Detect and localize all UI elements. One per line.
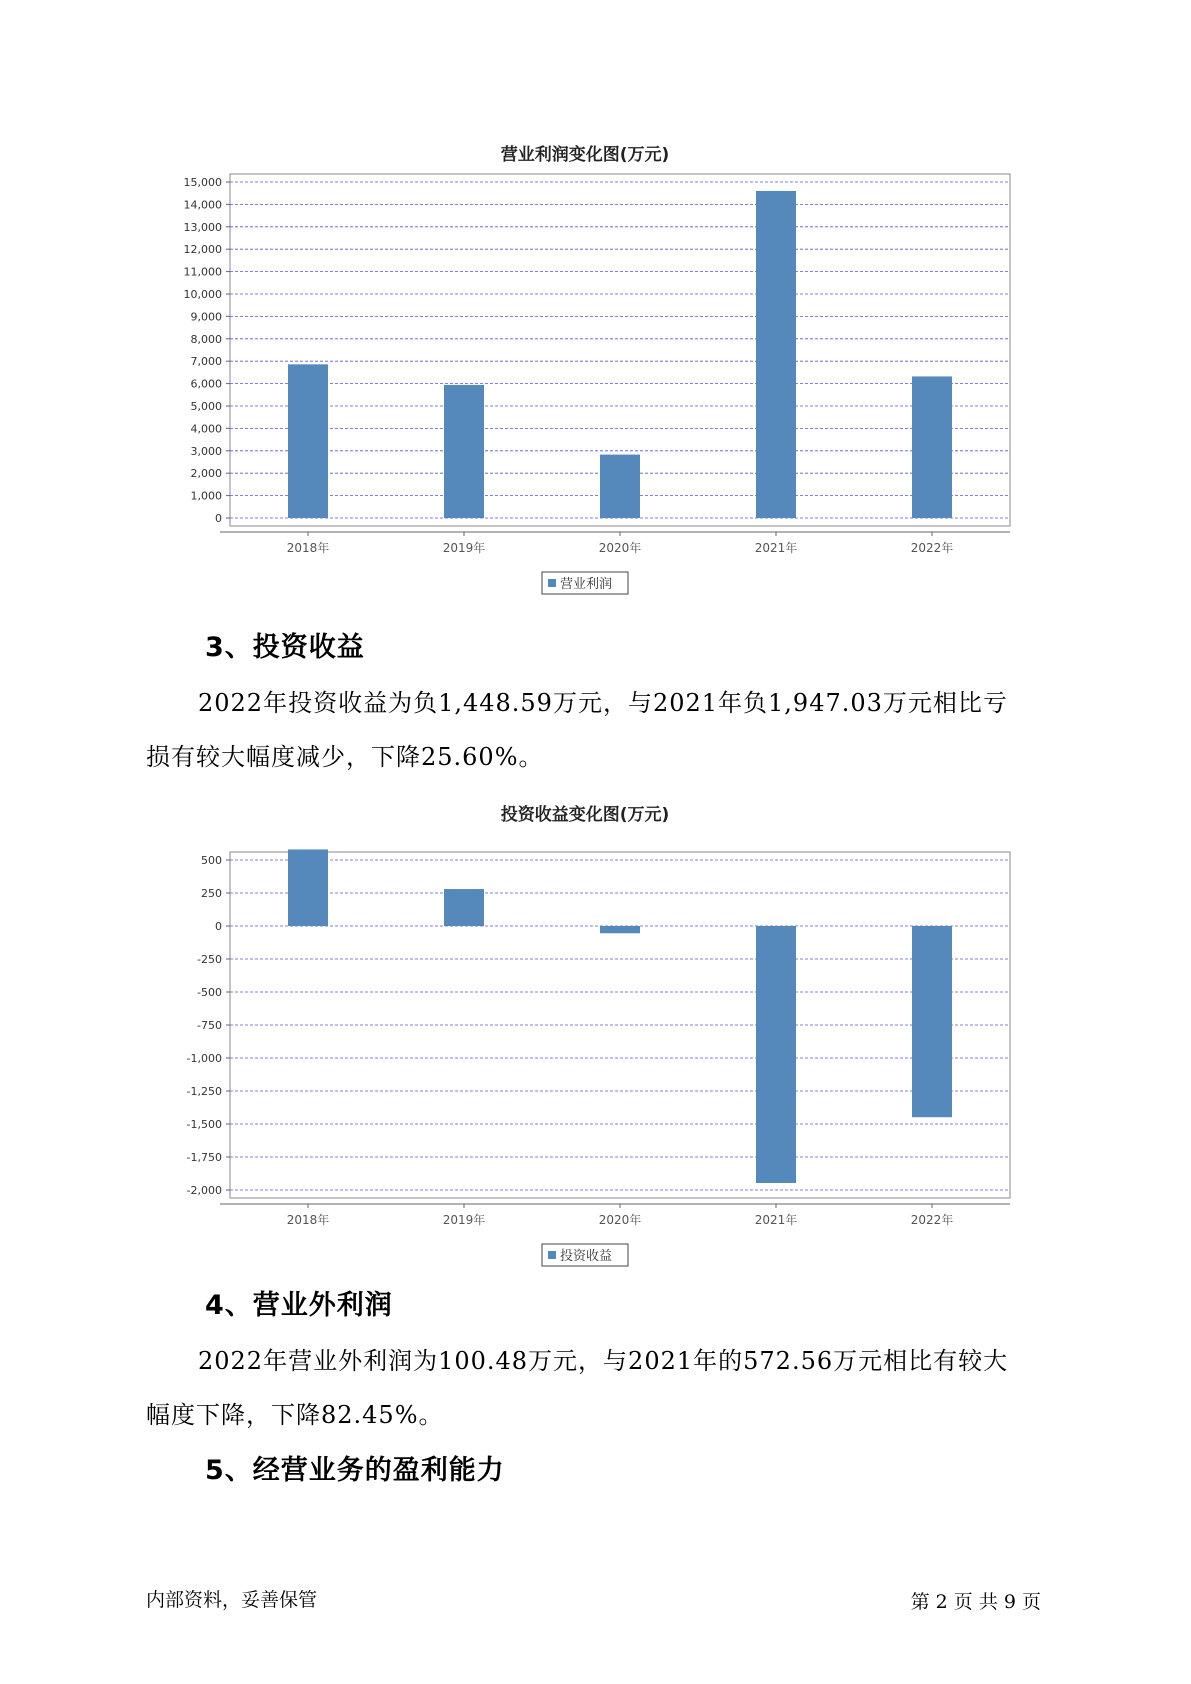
y-tick-label: 3,000	[190, 444, 222, 458]
bar	[600, 455, 640, 518]
x-tick-label: 2018年	[286, 541, 330, 555]
y-tick-label: 9,000	[190, 310, 222, 324]
y-tick-label: 0	[215, 920, 222, 933]
section-4-paragraph	[146, 1334, 1046, 1442]
y-tick-label: 1,000	[190, 489, 222, 503]
y-tick-label: 6,000	[190, 377, 222, 391]
legend-label: 投资收益	[560, 1249, 613, 1264]
x-tick-label: 2022年	[910, 541, 954, 555]
y-tick-label: 0	[215, 512, 222, 525]
y-tick-label: 13,000	[183, 220, 222, 234]
y-tick-label: 500	[201, 854, 222, 867]
y-tick-label: -1,500	[186, 1118, 222, 1131]
y-tick-label: 250	[201, 887, 222, 900]
y-tick-label: 5,000	[190, 400, 222, 413]
y-tick-label: 10,000	[183, 288, 222, 301]
bar	[756, 191, 796, 518]
legend-swatch	[548, 1251, 556, 1259]
bar	[288, 849, 328, 926]
section-3-line-1: 2022年投资收益为负1,448.59万元，与2021年负1,947.03万元相比亏	[198, 689, 1008, 717]
y-tick-label: 7,000	[190, 355, 222, 369]
bar	[912, 926, 952, 1117]
x-tick-label: 2020年	[598, 541, 642, 555]
x-tick-label: 2020年	[598, 1213, 642, 1227]
footer-page-number: 第 2 页 共 9 页	[910, 1591, 1041, 1613]
operating-profit-chart	[150, 140, 1020, 592]
section-3-heading: 3、投资收益	[205, 632, 365, 663]
x-tick-label: 2018年	[286, 1213, 330, 1227]
section-5-heading: 5、经营业务的盈利能力	[205, 1455, 505, 1486]
section-4-line-1: 2022年营业外利润为100.48万元，与2021年的572.56万元相比有较大	[198, 1347, 1009, 1375]
y-tick-label: -750	[197, 1019, 222, 1032]
y-tick-label: 4,000	[190, 422, 222, 436]
chart-title: 投资收益变化图(万元)	[500, 805, 670, 825]
x-tick-label: 2019年	[442, 1213, 486, 1227]
bar	[912, 376, 952, 518]
y-tick-label: -500	[197, 986, 222, 999]
y-tick-label: -1,000	[186, 1052, 222, 1065]
section-3-line-2: 损有较大幅度减少，下降25.60%。	[146, 743, 544, 771]
y-tick-label: 11,000	[183, 265, 222, 279]
y-tick-label: 8,000	[190, 332, 222, 346]
x-tick-label: 2019年	[442, 541, 486, 555]
bar	[444, 385, 484, 518]
chart-svg	[150, 800, 1020, 1264]
section-4-heading: 4、营业外利润	[205, 1290, 393, 1321]
x-tick-label: 2021年	[754, 541, 798, 555]
y-tick-label: -2,000	[186, 1184, 222, 1197]
section-4-line-2: 幅度下降，下降82.45%。	[146, 1401, 444, 1429]
bar	[756, 926, 796, 1183]
y-tick-label: -1,750	[186, 1151, 222, 1164]
y-tick-label: 14,000	[183, 198, 222, 212]
section-3-paragraph	[146, 676, 1046, 784]
bar	[444, 889, 484, 926]
bar	[600, 926, 640, 933]
y-tick-label: 12,000	[183, 243, 222, 257]
x-tick-label: 2022年	[910, 1213, 954, 1227]
investment-income-chart	[150, 800, 1020, 1264]
legend-label: 营业利润	[560, 577, 613, 592]
y-tick-label: 15,000	[183, 176, 222, 189]
y-tick-label: 2,000	[190, 467, 222, 481]
chart-svg	[150, 140, 1020, 592]
footer-confidential-note: 内部资料，妥善保管	[146, 1589, 318, 1611]
legend-swatch	[548, 579, 556, 587]
chart-title: 营业利润变化图(万元)	[500, 145, 670, 165]
y-tick-label: -250	[197, 953, 222, 966]
bar	[288, 364, 328, 518]
x-tick-label: 2021年	[754, 1213, 798, 1227]
y-tick-label: -1,250	[186, 1085, 222, 1098]
